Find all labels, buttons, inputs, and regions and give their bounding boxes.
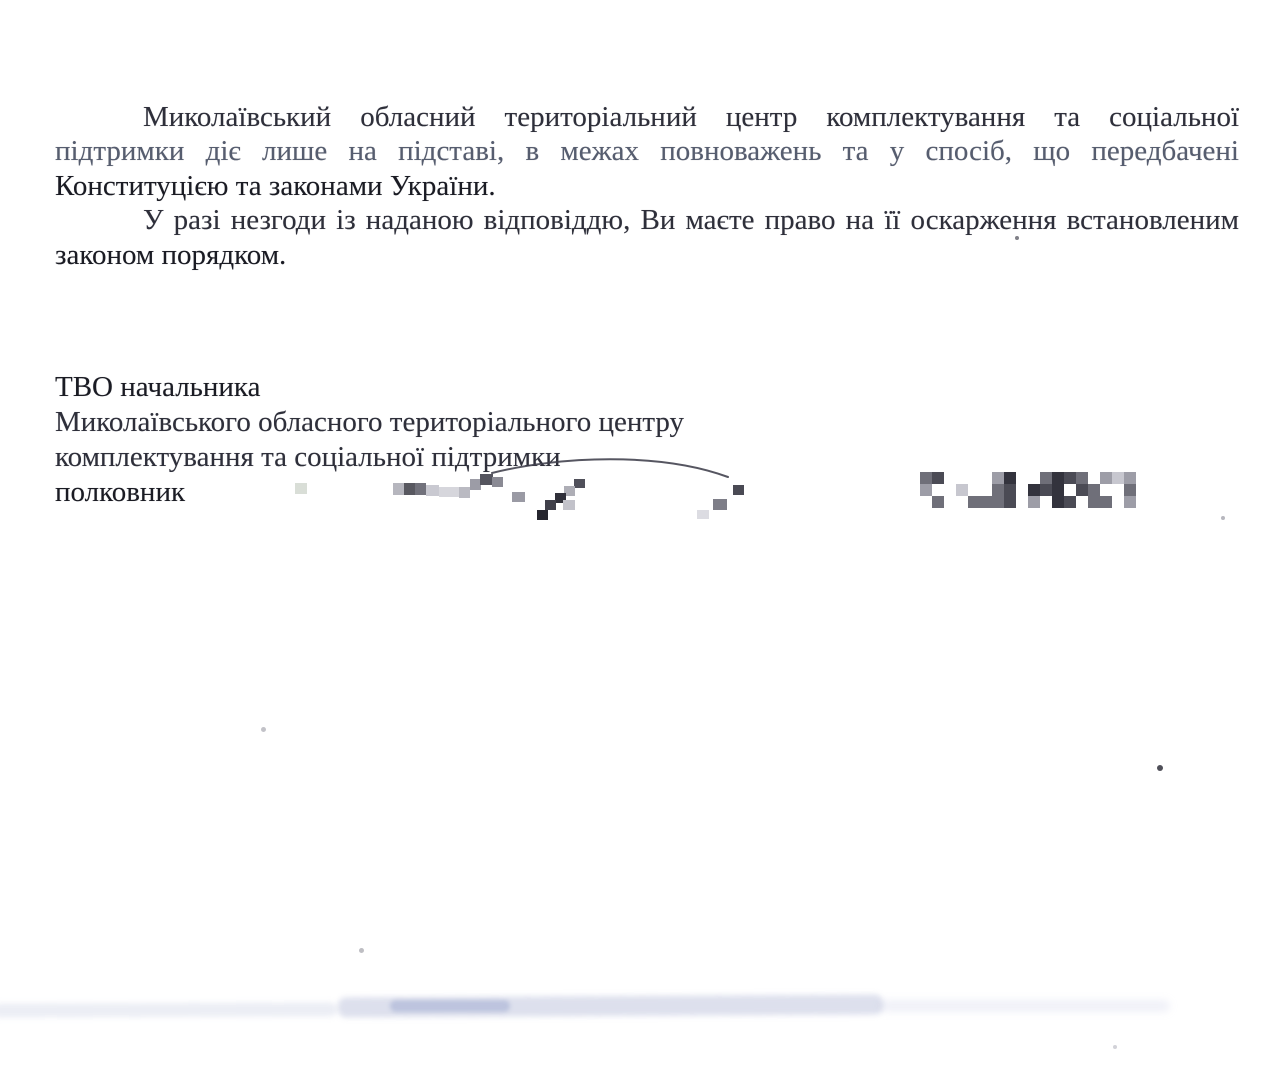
mosaic-cell <box>932 496 944 508</box>
mosaic-cell <box>1064 472 1076 484</box>
paragraph-line: підтримки діє лише на підставі, в межах повноважень та у спосіб, що передбачені <box>55 135 1239 168</box>
paragraph-line: законом порядком. <box>55 238 287 271</box>
mosaic-cell <box>992 496 1004 508</box>
mosaic-cell <box>1028 484 1040 496</box>
mosaic-cell <box>697 510 709 519</box>
mosaic-cell <box>992 472 1004 484</box>
mosaic-cell <box>1076 484 1088 496</box>
mosaic-cell <box>1100 496 1112 508</box>
paragraph-line: Миколаївський обласний територіальний центр комплектування та соціальної <box>143 101 1239 133</box>
mosaic-cell <box>537 510 548 520</box>
mosaic-cell <box>1124 496 1136 508</box>
mosaic-cell <box>920 484 932 496</box>
scan-smudge <box>338 995 883 1018</box>
scan-speck <box>1157 765 1163 771</box>
mosaic-cell <box>1004 472 1016 484</box>
mosaic-cell <box>1076 472 1088 484</box>
mosaic-cell <box>1004 496 1016 508</box>
scan-speck <box>1113 1045 1117 1049</box>
signer-organization-line: комплектування та соціальної підтримки <box>55 441 561 473</box>
mosaic-cell <box>1112 472 1124 484</box>
mosaic-cell <box>1040 472 1052 484</box>
paragraph-line: У разі незгоди із наданою відповіддю, Ви маєте право на її оскарження встановленим <box>143 204 1239 237</box>
signer-rank-line: полковник <box>55 476 186 508</box>
mosaic-cell <box>1088 496 1100 508</box>
signer-organization-line: Миколаївського обласного територіального центру <box>55 406 685 438</box>
mosaic-cell <box>1052 496 1064 508</box>
letter-body <box>55 100 1239 272</box>
mosaic-cell <box>968 496 980 508</box>
scan-speck <box>1221 516 1225 520</box>
scan-smudge <box>390 1000 510 1012</box>
mosaic-cell <box>920 472 932 484</box>
mosaic-cell <box>1052 472 1064 484</box>
scan-speck <box>359 948 364 953</box>
mosaic-cell <box>980 496 992 508</box>
mosaic-cell <box>992 484 1004 496</box>
scan-smudge <box>880 1000 1170 1012</box>
mosaic-cell <box>1028 496 1040 508</box>
signature-block <box>55 370 755 510</box>
mosaic-cell <box>1124 484 1136 496</box>
scan-smudge <box>0 1002 337 1017</box>
signer-position-line: ТВО начальника <box>55 371 261 403</box>
mosaic-cell <box>956 484 968 496</box>
mosaic-cell <box>1052 484 1064 496</box>
mosaic-cell <box>1040 484 1052 496</box>
mosaic-cell <box>932 472 944 484</box>
mosaic-cell <box>1088 484 1100 496</box>
mosaic-cell <box>1100 472 1112 484</box>
mosaic-cell <box>1064 496 1076 508</box>
scan-speck <box>261 727 266 732</box>
mosaic-cell <box>1004 484 1016 496</box>
paragraph-line: Конституцією та законами України. <box>55 169 496 202</box>
mosaic-cell <box>1124 472 1136 484</box>
